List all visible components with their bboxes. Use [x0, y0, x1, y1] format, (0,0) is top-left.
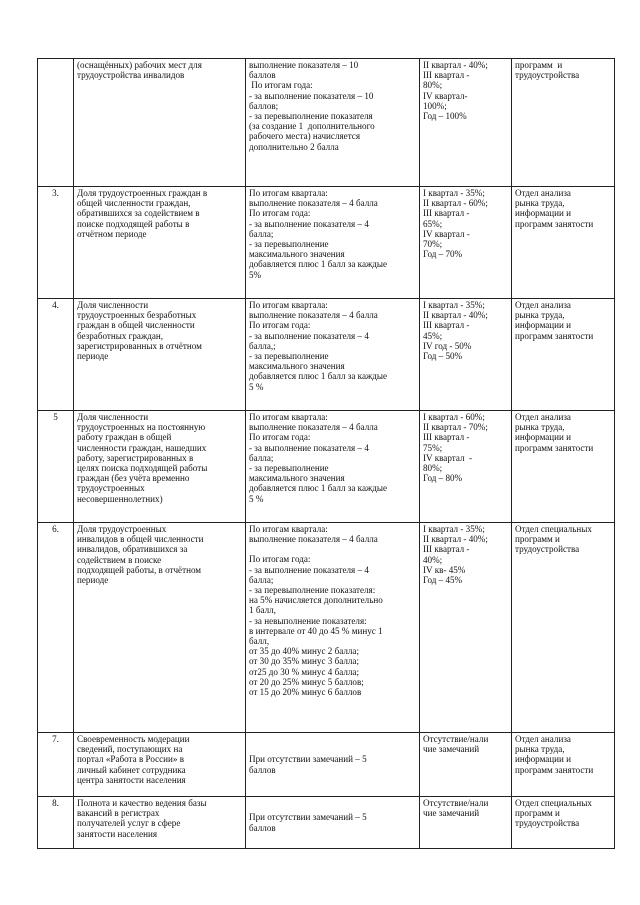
text-line: По итогам года: [249, 554, 311, 565]
table-row [38, 733, 615, 797]
text-line: целях поиска подходящей работы [77, 463, 208, 474]
text-line: содействием в поиске [77, 554, 162, 565]
text-line: 80%; [423, 463, 443, 474]
scoring-criteria [246, 187, 420, 299]
text-line: балла,; [249, 340, 276, 351]
planned-values [420, 59, 512, 187]
text-line: поиске подходящей работы в [77, 218, 190, 229]
text-line: III квартал - [423, 544, 470, 555]
text-line: III квартал - [423, 208, 470, 219]
text-line: II квартал - 40%; [423, 310, 488, 321]
text-line: - за выполнение показателя – 4 [249, 330, 369, 341]
text-line: IV год - 50% [423, 340, 472, 351]
text-line: программ и [515, 60, 563, 70]
text-line: несовершеннолетних) [77, 493, 163, 504]
text-line: (оснащённых) рабочих мест для [77, 60, 202, 70]
responsible-department [512, 187, 615, 299]
text-line: Отдел специальных [515, 798, 592, 808]
table-row [38, 187, 615, 299]
text-line: Год – 45% [423, 575, 463, 586]
text-line: - за перевыполнение показателя: [249, 585, 376, 596]
row-number: 8. [38, 797, 74, 849]
text-line: выполнение показателя – 10 [249, 60, 359, 70]
text-line: (за создание 1 дополнительного [249, 121, 375, 132]
text-line: граждан (без учёта временно [77, 473, 190, 484]
scoring-criteria [246, 59, 420, 187]
text-line: максимального значения [249, 361, 345, 372]
text-line: Год – 50% [423, 351, 463, 362]
text-line: 70%; [423, 239, 443, 250]
text-line: 80%; [423, 80, 443, 91]
text-line: балла; [249, 228, 274, 239]
text-line: дополнительно 2 балла [249, 141, 339, 152]
text-line: получателей услуг в сфере [77, 818, 181, 829]
text-line: информации и [515, 208, 572, 219]
text-line: - за перевыполнение [249, 239, 329, 250]
text-line: 5% [249, 269, 262, 280]
text-line: - за выполнение показателя – 4 [249, 218, 369, 229]
text-line: отчётном периоде [77, 228, 147, 239]
text-line: Доля численности [77, 412, 149, 422]
table-row [38, 299, 615, 411]
text-line: IV квартал - [423, 452, 473, 463]
text-line: Отдел анализа [515, 300, 571, 310]
planned-values [420, 523, 512, 733]
row-number: 7. [38, 733, 74, 797]
text-line: обратившихся за содействием в [77, 208, 200, 219]
indicator-name [74, 733, 246, 797]
text-line: от25 до 30 % минус 4 балла; [249, 666, 359, 677]
text-line: По итогам квартала: [249, 524, 328, 534]
text-line: на 5% начисляется дополнительно [249, 595, 383, 606]
text-line: IV квартал - [423, 228, 470, 239]
table-row [38, 797, 615, 849]
text-line: баллов [249, 70, 276, 81]
text-line: По итогам года: [249, 432, 311, 443]
text-line: Год – 70% [423, 249, 463, 260]
text-line: I квартал - 35%; [423, 188, 485, 198]
text-line: - за перевыполнение [249, 463, 329, 474]
text-line: численности граждан, нашедших [77, 442, 207, 453]
text-line: трудоустроенных безработных [77, 310, 197, 321]
text-line: баллов [249, 822, 276, 833]
text-line: рынка труда, [515, 198, 565, 209]
text-line: - за невыполнение показателя: [249, 615, 367, 626]
text-line: от 20 до 25% минус 5 баллов; [249, 676, 364, 687]
text-line: 40%; [423, 554, 443, 565]
text-line: трудоустройства [515, 70, 580, 81]
text-line: выполнение показателя – 4 балла [249, 198, 378, 209]
text-line: трудоустроенных на постоянную [77, 422, 206, 433]
text-line: По итогам года: [249, 320, 311, 331]
responsible-department [512, 59, 615, 187]
text-line: трудоустроенных [77, 483, 145, 494]
planned-values [420, 299, 512, 411]
text-line: III квартал - [423, 320, 470, 331]
indicator-name [74, 523, 246, 733]
text-line: Отдел анализа [515, 188, 571, 198]
text-line: личный кабинет сотрудника [77, 764, 186, 775]
text-line: I квартал - 35%; [423, 524, 485, 534]
text-line: По итогам квартала: [249, 188, 328, 198]
text-line: вакансий в регистрах [77, 808, 160, 819]
text-line: балл, [249, 636, 270, 647]
text-line: занятости населения [77, 828, 158, 839]
text-line: рабочего места) начисляется [249, 131, 361, 142]
text-line: чие замечаний [423, 808, 480, 819]
text-line: 5 % [249, 493, 264, 504]
text-line: 5 % [249, 381, 264, 392]
scoring-criteria [246, 733, 420, 797]
text-line: максимального значения [249, 249, 345, 260]
text-line: информации и [515, 754, 572, 765]
scoring-criteria [246, 411, 420, 523]
text-line: программ и [515, 534, 560, 545]
text-line: программ занятости [515, 330, 594, 341]
text-line: чие замечаний [423, 744, 480, 755]
text-line: граждан в общей численности [77, 320, 195, 331]
scoring-criteria [246, 523, 420, 733]
text-line: I квартал - 60%; [423, 412, 485, 422]
row-number [38, 59, 74, 187]
text-line: трудоустройства [515, 818, 580, 829]
text-line: Отдел анализа [515, 412, 571, 422]
text-line: баллов; [249, 100, 279, 111]
indicators-table [37, 58, 615, 849]
text-line: трудоустройства [515, 544, 580, 555]
planned-values [420, 733, 512, 797]
responsible-department [512, 411, 615, 523]
text-line: По итогам года: [249, 80, 313, 91]
text-line: 75%; [423, 442, 443, 453]
planned-values [420, 187, 512, 299]
text-line: Доля численности [77, 300, 149, 310]
indicator-name [74, 299, 246, 411]
text-line: зарегистрированных в отчётном [77, 340, 202, 351]
table-row [38, 59, 615, 187]
text-line: программ занятости [515, 218, 594, 229]
row-number: 4. [38, 299, 74, 411]
text-line: программ занятости [515, 764, 594, 775]
text-line: максимального значения [249, 473, 345, 484]
responsible-department [512, 733, 615, 797]
text-line: 1 балл, [249, 605, 276, 616]
text-line: выполнение показателя – 4 балла [249, 422, 378, 433]
text-line: Отдел специальных [515, 524, 592, 534]
text-line: трудоустройства инвалидов [77, 70, 185, 81]
text-line: рынка труда, [515, 744, 565, 755]
text-line: выполнение показателя – 4 балла [249, 310, 378, 321]
text-line: По итогам года: [249, 208, 311, 219]
text-line: По итогам квартала: [249, 300, 328, 310]
text-line: 45%; [423, 330, 443, 341]
text-line: Доля трудоустроенных граждан в [77, 188, 208, 198]
text-line: При отсутствии замечаний – 5 [249, 754, 367, 765]
text-line: информации и [515, 432, 572, 443]
text-line: Отдел анализа [515, 734, 571, 744]
text-line: - за выполнение показателя – 4 [249, 564, 369, 575]
text-line: Год – 100% [423, 111, 467, 122]
text-line: балла; [249, 452, 274, 463]
text-line: инвалидов в общей численности [77, 534, 204, 545]
text-line: II квартал - 60%; [423, 198, 488, 209]
planned-values [420, 797, 512, 849]
table-row [38, 411, 615, 523]
row-number: 5 [38, 411, 74, 523]
text-line: II квартал - 40%; [423, 534, 488, 545]
row-number: 6. [38, 523, 74, 733]
text-line: сведений, поступающих на [77, 744, 183, 755]
text-line: от 15 до 20% минус 6 баллов [249, 687, 362, 698]
text-line: работу граждан в общей [77, 432, 172, 443]
text-line: II квартал - 40%; [423, 60, 488, 70]
text-line: центра занятости населения [77, 774, 186, 785]
text-line: добавляется плюс 1 балл за каждые [249, 259, 388, 270]
text-line: общей численности граждан, [77, 198, 191, 209]
text-line: балла; [249, 574, 274, 585]
text-line: от 35 до 40% минус 2 балла; [249, 646, 359, 657]
text-line: портал «Работа в России» в [77, 754, 185, 765]
text-line: I квартал - 35%; [423, 300, 485, 310]
text-line: рынка труда, [515, 422, 565, 433]
text-line: выполнение показателя – 4 балла [249, 534, 378, 545]
text-line: IV кв- 45% [423, 564, 466, 575]
row-number: 3. [38, 187, 74, 299]
responsible-department [512, 299, 615, 411]
text-line: Отсутствие/нали [423, 798, 489, 808]
text-line: 65%; [423, 218, 443, 229]
text-line: в интервале от 40 до 45 % минус 1 [249, 625, 383, 636]
text-line: инвалидов, обратившихся за [77, 544, 188, 555]
text-line: II квартал - 70%; [423, 422, 488, 433]
blank-line [249, 544, 416, 554]
indicator-name [74, 187, 246, 299]
responsible-department [512, 523, 615, 733]
scoring-criteria [246, 797, 420, 849]
text-line: добавляется плюс 1 балл за каждые [249, 371, 388, 382]
text-line: Год – 80% [423, 473, 463, 484]
text-line: работу, зарегистрированных в [77, 452, 194, 463]
text-line: Полнота и качество ведения базы [77, 798, 207, 808]
planned-values [420, 411, 512, 523]
indicator-name [74, 59, 246, 187]
text-line: периоде [77, 575, 109, 586]
text-line: III квартал - [423, 70, 470, 81]
text-line: Отсутствие/нали [423, 734, 489, 744]
text-line: IV квартал- [423, 90, 468, 101]
text-line: - за выполнение показателя – 4 [249, 442, 369, 453]
indicator-name [74, 411, 246, 523]
text-line: - за перевыполнение [249, 351, 329, 362]
text-line: программ занятости [515, 442, 594, 453]
text-line: III квартал - [423, 432, 470, 443]
text-line: - за перевыполнение показателя [249, 111, 373, 122]
text-line: рынка труда, [515, 310, 565, 321]
indicator-name [74, 797, 246, 849]
text-line: 100%; [423, 100, 447, 111]
text-line: Своевременность модерации [77, 734, 190, 744]
text-line: периоде [77, 351, 109, 362]
text-line: При отсутствии замечаний – 5 [249, 812, 367, 823]
table-row [38, 523, 615, 733]
responsible-department [512, 797, 615, 849]
text-line: добавляется плюс 1 балл за каждые [249, 483, 388, 494]
text-line: от 30 до 35% минус 3 балла; [249, 656, 359, 667]
text-line: безработных граждан, [77, 330, 164, 341]
text-line: баллов [249, 764, 276, 775]
text-line: программ и [515, 808, 560, 819]
text-line: информации и [515, 320, 572, 331]
scoring-criteria [246, 299, 420, 411]
text-line: - за выполнение показателя – 10 [249, 90, 374, 101]
text-line: Доля трудоустроенных [77, 524, 167, 534]
text-line: По итогам квартала: [249, 412, 328, 422]
text-line: подходящей работы, в отчётном [77, 564, 202, 575]
